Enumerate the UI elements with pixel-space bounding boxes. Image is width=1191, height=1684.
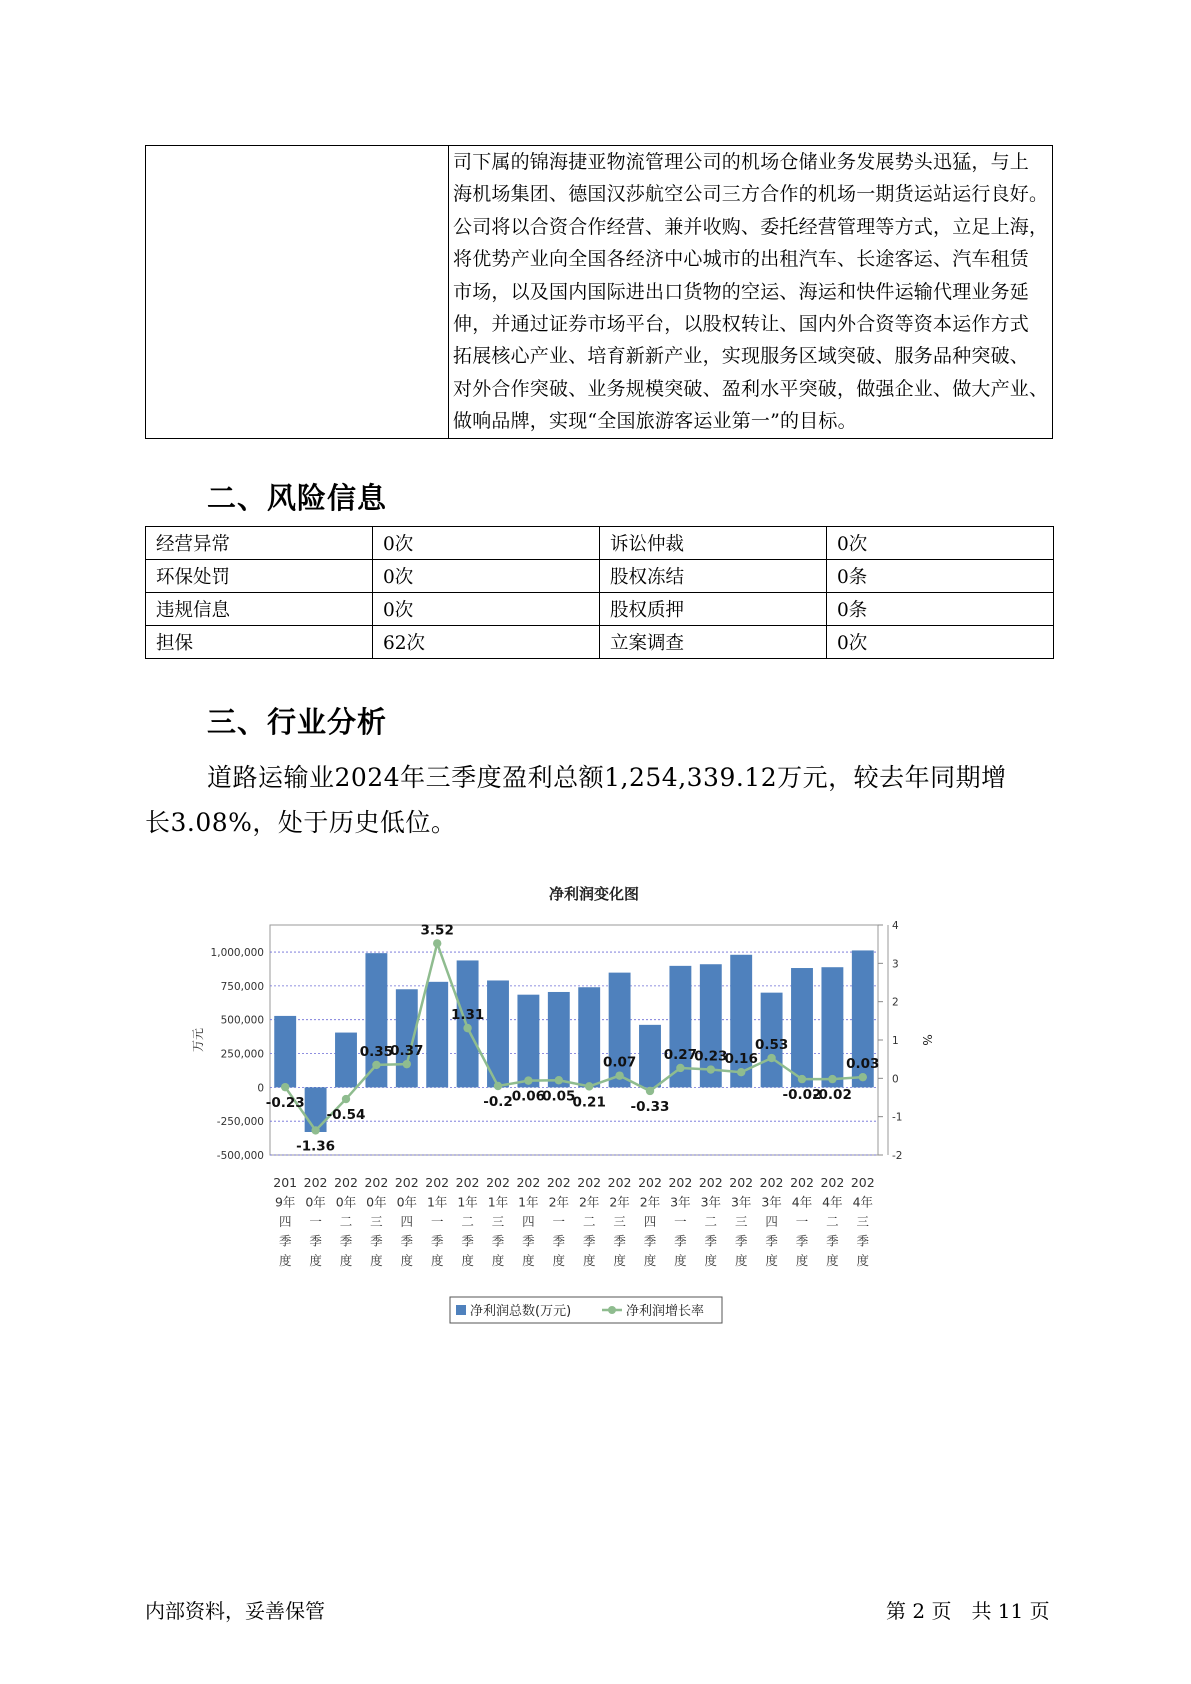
data-label: -0.33	[630, 1098, 670, 1115]
risk-value: 62次	[373, 626, 600, 659]
y2-tick-label: 0	[892, 1073, 899, 1086]
growth-rate-point	[433, 939, 441, 947]
x-tick-label: 三	[370, 1214, 383, 1229]
y-tick-label: -500,000	[216, 1150, 264, 1162]
x-tick-label: 202	[425, 1175, 450, 1190]
x-tick-label: 季	[826, 1233, 839, 1249]
x-tick-label: 202	[790, 1175, 814, 1190]
x-tick-label: 2年	[639, 1194, 661, 1210]
x-tick-label: 202	[334, 1175, 358, 1190]
x-tick-label: 202	[455, 1175, 480, 1190]
legend-bar-label: 净利润总数(万元)	[470, 1304, 572, 1319]
growth-rate-point	[342, 1095, 350, 1103]
x-tick-label: 二	[582, 1214, 596, 1229]
footer-page-number: 第 2 页 共 11 页	[886, 1599, 1050, 1623]
y2-tick-label: 1	[892, 1035, 899, 1047]
bar	[821, 967, 843, 1087]
x-tick-label: 202	[729, 1175, 754, 1190]
x-tick-label: 度	[704, 1253, 718, 1268]
y-tick-label: -250,000	[216, 1116, 264, 1129]
x-tick-label: 二	[339, 1214, 353, 1229]
data-label: -0.23	[265, 1095, 305, 1112]
growth-rate-point	[585, 1082, 593, 1090]
x-tick-label: 202	[668, 1175, 693, 1190]
risk-label: 股权质押	[600, 593, 827, 626]
risk-label: 违规信息	[146, 593, 373, 626]
legend-line-label: 净利润增长率	[626, 1304, 705, 1319]
x-tick-label: 202	[546, 1175, 571, 1190]
x-tick-label: 度	[613, 1253, 626, 1268]
table-row	[146, 626, 1054, 659]
intro-line: 伸，并通过证券市场平台，以股权转让、国内外合资等资本运作方式	[453, 312, 1030, 335]
bar	[548, 992, 570, 1087]
data-label: 0.53	[754, 1037, 789, 1054]
bar	[426, 982, 448, 1088]
x-tick-label: 1年	[457, 1194, 478, 1210]
x-tick-label: 三	[613, 1214, 626, 1229]
risk-label: 诉讼仲裁	[600, 527, 827, 560]
net-profit-chart	[180, 870, 940, 1340]
risk-value: 0次	[373, 560, 600, 593]
y-tick-label: 500,000	[220, 1014, 264, 1027]
x-tick-label: 四	[765, 1214, 778, 1229]
x-tick-label: 季	[400, 1233, 414, 1249]
x-tick-label: 季	[795, 1233, 809, 1249]
data-label: 1.31	[450, 1007, 485, 1024]
intro-table-label-cell	[146, 146, 449, 439]
x-tick-label: 度	[734, 1253, 748, 1268]
x-tick-label: 度	[370, 1253, 383, 1268]
data-label: 0.27	[663, 1046, 698, 1063]
x-tick-label: 季	[491, 1233, 505, 1249]
x-tick-label: 度	[278, 1253, 292, 1268]
chart-title: 净利润变化图	[548, 885, 640, 903]
x-tick-label: 度	[430, 1253, 444, 1268]
growth-rate-point	[281, 1083, 289, 1091]
risk-label: 经营异常	[146, 527, 373, 560]
y2-tick-label: -2	[892, 1150, 903, 1162]
x-tick-label: 一	[795, 1214, 809, 1229]
x-tick-label: 3年	[700, 1194, 722, 1210]
x-tick-label: 二	[826, 1214, 839, 1229]
x-tick-label: 度	[826, 1253, 839, 1268]
industry-section-heading: 三、行业分析	[207, 705, 388, 739]
data-label: 0.16	[724, 1051, 758, 1068]
x-tick-label: 季	[582, 1233, 596, 1249]
x-tick-label: 二	[704, 1214, 718, 1229]
x-tick-label: 202	[486, 1175, 510, 1190]
growth-rate-point	[767, 1054, 775, 1062]
y2-axis-label: %	[920, 1034, 934, 1046]
x-tick-label: 一	[552, 1214, 566, 1229]
x-tick-label: 度	[491, 1253, 505, 1268]
x-tick-label: 202	[607, 1175, 632, 1190]
table-row	[146, 560, 1054, 593]
legend-line-marker	[608, 1306, 616, 1314]
intro-line: 海机场集团、德国汉莎航空公司三方合作的机场一期货运站运行良好。	[453, 183, 1049, 206]
x-tick-label: 季	[370, 1233, 383, 1249]
x-tick-label: 202	[516, 1175, 541, 1190]
bar	[305, 1087, 327, 1132]
x-tick-label: 1年	[487, 1194, 509, 1210]
x-tick-label: 一	[674, 1214, 687, 1229]
intro-line: 做响品牌，实现“全国旅游客运业第一”的目标。	[453, 410, 857, 433]
growth-rate-point	[737, 1068, 745, 1076]
x-tick-label: 202	[820, 1175, 845, 1190]
data-label: -0.2	[483, 1094, 513, 1110]
x-tick-label: 季	[613, 1233, 626, 1249]
x-tick-label: 三	[734, 1214, 748, 1229]
x-tick-label: 度	[339, 1253, 353, 1268]
x-tick-label: 1年	[518, 1194, 539, 1210]
x-tick-label: 度	[643, 1253, 657, 1268]
x-tick-label: 季	[704, 1233, 718, 1249]
x-tick-label: 季	[552, 1233, 566, 1249]
data-label: 0.06	[511, 1088, 546, 1105]
growth-rate-point	[859, 1073, 867, 1081]
risk-table	[145, 526, 1054, 659]
x-tick-label: 季	[522, 1233, 535, 1249]
x-tick-label: 季	[765, 1233, 778, 1249]
x-tick-label: 202	[364, 1175, 389, 1190]
x-tick-label: 202	[303, 1175, 328, 1190]
growth-rate-point	[676, 1064, 684, 1072]
risk-label: 股权冻结	[600, 560, 827, 593]
risk-value: 0条	[827, 593, 1054, 626]
intro-line: 司下属的锦海捷亚物流管理公司的机场仓储业务发展势头迅猛，与上	[453, 151, 1030, 173]
risk-value: 0次	[373, 527, 600, 560]
bar	[517, 995, 539, 1088]
growth-rate-point	[798, 1075, 806, 1083]
y2-tick-label: 3	[892, 958, 899, 971]
x-tick-label: 1年	[426, 1194, 448, 1210]
data-label: 0.07	[602, 1054, 637, 1071]
x-tick-label: 3年	[761, 1194, 782, 1210]
x-tick-label: 3年	[670, 1194, 691, 1210]
x-tick-label: 度	[461, 1253, 474, 1268]
x-tick-label: 度	[522, 1253, 535, 1268]
y2-tick-label: -1	[892, 1111, 903, 1124]
x-tick-label: 度	[765, 1253, 778, 1268]
y-tick-label: 1,000,000	[210, 947, 264, 960]
intro-line: 将优势产业向全国各经济中心城市的出租汽车、长途客运、汽车租赁	[453, 248, 1030, 271]
risk-value: 0次	[373, 593, 600, 626]
data-label: 0.05	[542, 1088, 576, 1105]
bar	[335, 1033, 357, 1088]
risk-label: 环保处罚	[146, 560, 373, 593]
growth-rate-point	[615, 1071, 623, 1079]
x-tick-label: 季	[643, 1233, 657, 1249]
footer-confidential-note: 内部资料，妥善保管	[145, 1599, 325, 1623]
x-tick-label: 四	[400, 1214, 414, 1229]
risk-value: 0条	[827, 560, 1054, 593]
x-tick-label: 度	[582, 1253, 596, 1268]
x-tick-label: 三	[491, 1214, 505, 1229]
bar	[639, 1025, 661, 1088]
x-tick-label: 202	[394, 1175, 419, 1190]
x-tick-label: 0年	[305, 1194, 326, 1210]
x-tick-label: 3年	[730, 1194, 752, 1210]
data-label: -1.36	[296, 1138, 336, 1155]
x-tick-label: 0年	[396, 1194, 418, 1210]
y-tick-label: 0	[257, 1082, 264, 1095]
x-tick-label: 季	[856, 1233, 870, 1249]
x-tick-label: 一	[430, 1214, 444, 1229]
x-tick-label: 202	[638, 1175, 662, 1190]
y2-tick-label: 4	[892, 920, 899, 932]
intro-line: 拓展核心产业、培育新新产业，实现服务区域突破、服务品种突破、	[453, 345, 1030, 368]
industry-paragraph-line-1: 道路运输业2024年三季度盈利总额1,254,339.12万元，较去年同期增	[207, 763, 1007, 792]
x-tick-label: 0年	[335, 1194, 357, 1210]
table-row	[146, 593, 1054, 626]
intro-table-content-cell	[449, 146, 1053, 439]
x-tick-label: 9年	[274, 1194, 296, 1210]
y-axis-label: 万元	[191, 1027, 205, 1053]
x-tick-label: 202	[698, 1175, 723, 1190]
growth-rate-point	[555, 1076, 563, 1084]
risk-value: 0次	[827, 626, 1054, 659]
risk-value: 0次	[827, 527, 1054, 560]
x-tick-label: 202	[850, 1175, 875, 1190]
x-tick-label: 2年	[578, 1194, 600, 1210]
growth-rate-point	[707, 1065, 715, 1073]
x-tick-label: 季	[309, 1233, 322, 1249]
x-tick-label: 季	[461, 1233, 474, 1249]
x-tick-label: 度	[856, 1253, 870, 1268]
data-label: 0.21	[572, 1094, 606, 1111]
x-tick-label: 一	[309, 1214, 322, 1229]
growth-rate-point	[828, 1075, 836, 1083]
industry-paragraph-line-2: 长3.08%，处于历史低位。	[145, 808, 457, 837]
data-label: 0.23	[694, 1048, 728, 1065]
x-tick-label: 度	[400, 1253, 414, 1268]
risk-label: 立案调查	[600, 626, 827, 659]
x-tick-label: 度	[552, 1253, 566, 1268]
growth-rate-point	[463, 1024, 471, 1032]
x-tick-label: 202	[759, 1175, 784, 1190]
bar	[791, 968, 813, 1087]
x-tick-label: 三	[856, 1214, 870, 1229]
x-tick-label: 202	[577, 1175, 602, 1190]
growth-rate-point	[524, 1076, 532, 1084]
x-tick-label: 四	[522, 1214, 535, 1229]
x-tick-label: 季	[278, 1233, 292, 1249]
x-tick-label: 度	[309, 1253, 322, 1268]
bar	[457, 960, 479, 1087]
intro-table	[145, 145, 1053, 439]
data-label: 3.52	[420, 922, 454, 939]
x-tick-label: 4年	[791, 1194, 813, 1210]
x-tick-label: 度	[674, 1253, 687, 1268]
x-tick-label: 4年	[852, 1194, 874, 1210]
data-label: 0.03	[846, 1056, 880, 1073]
legend-bar-swatch	[456, 1305, 466, 1315]
x-tick-label: 四	[643, 1214, 657, 1229]
bar	[578, 987, 600, 1087]
x-tick-label: 0年	[366, 1194, 387, 1210]
data-label: -0.02	[782, 1087, 822, 1104]
growth-rate-point	[494, 1082, 502, 1090]
growth-rate-point	[372, 1061, 380, 1069]
table-row	[146, 527, 1054, 560]
data-label: 0.37	[390, 1043, 424, 1060]
y2-tick-label: 2	[892, 996, 899, 1009]
growth-rate-point	[311, 1126, 319, 1134]
intro-line: 市场，以及国内国际进出口货物的空运、海运和快件运输代理业务延	[453, 280, 1030, 303]
x-tick-label: 2年	[548, 1194, 570, 1210]
growth-rate-point	[403, 1060, 411, 1068]
x-tick-label: 201	[273, 1175, 298, 1190]
data-label: -0.02	[812, 1087, 852, 1104]
data-label: 0.35	[359, 1043, 394, 1060]
x-tick-label: 二	[461, 1214, 474, 1229]
x-tick-label: 4年	[822, 1194, 843, 1210]
x-tick-label: 四	[278, 1214, 292, 1229]
risk-label: 担保	[146, 626, 373, 659]
growth-rate-point	[646, 1087, 654, 1095]
x-tick-label: 季	[339, 1233, 353, 1249]
intro-line: 公司将以合资合作经营、兼并收购、委托经营管理等方式，立足上海，	[453, 215, 1049, 238]
y-tick-label: 250,000	[220, 1048, 264, 1061]
x-tick-label: 度	[795, 1253, 809, 1268]
x-tick-label: 2年	[609, 1194, 630, 1210]
data-label: -0.54	[326, 1107, 366, 1124]
x-tick-label: 季	[734, 1233, 748, 1249]
y-tick-label: 750,000	[220, 980, 264, 993]
x-tick-label: 季	[674, 1233, 687, 1249]
risk-section-heading: 二、风险信息	[207, 481, 388, 515]
bar	[274, 1016, 296, 1087]
x-tick-label: 季	[430, 1233, 444, 1249]
intro-line: 对外合作突破、业务规模突破、盈利水平突破，做强企业、做大产业、	[453, 377, 1049, 400]
